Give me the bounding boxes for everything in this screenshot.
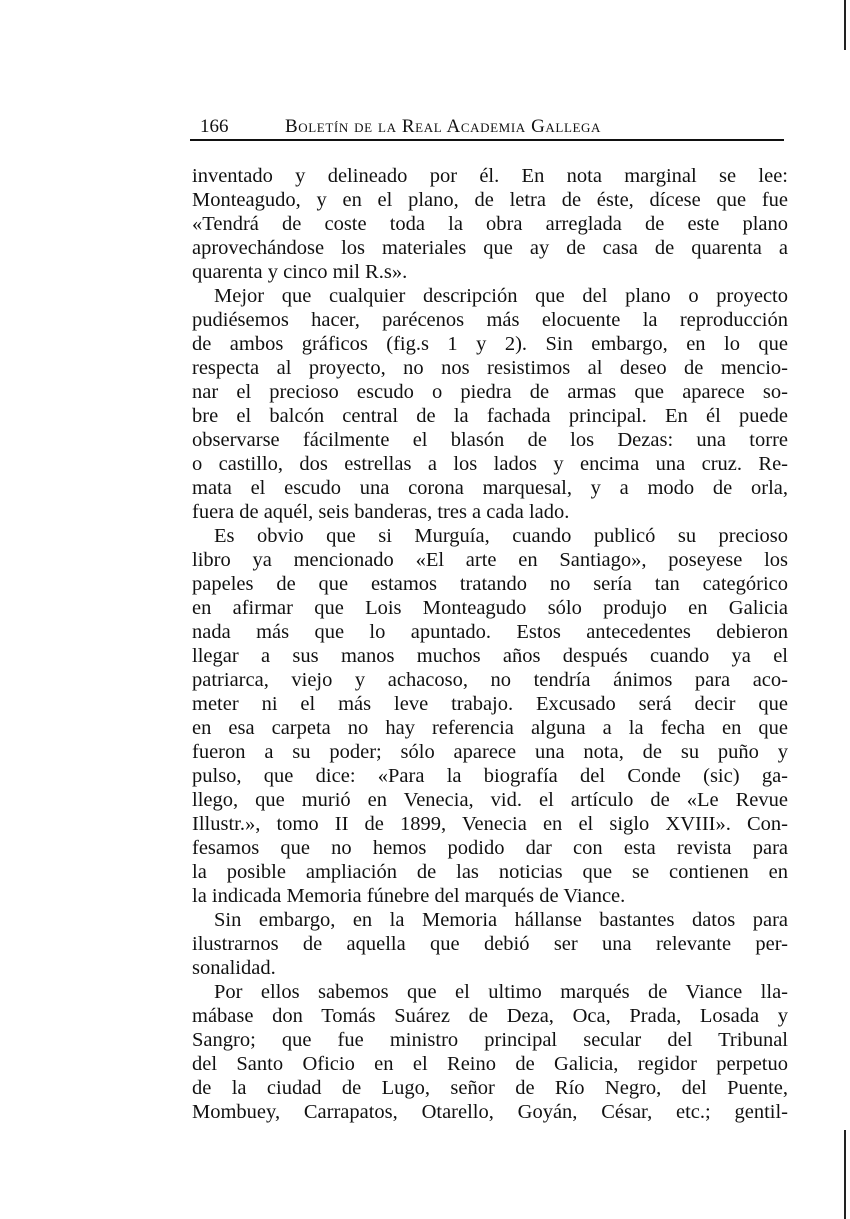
- text-line: patriarca, viejo y achacoso, no tendría ánimos para aco-: [192, 669, 788, 691]
- journal-title: Boletín de la Real Academia Gallega: [285, 116, 601, 137]
- text-line: llego, que murió en Venecia, vid. el artículo de «Le Revue: [192, 789, 788, 811]
- text-line: de la ciudad de Lugo, señor de Río Negro, del Puente,: [192, 1077, 788, 1099]
- text-line: nada más que lo apuntado. Estos antecedentes debieron: [192, 621, 788, 643]
- text-line: fueron a su poder; sólo aparece una nota, de su puño y: [192, 741, 788, 763]
- text-line: en esa carpeta no hay referencia alguna a la fecha en que: [192, 717, 788, 739]
- text-line: bre el balcón central de la fachada principal. En él puede: [192, 405, 788, 427]
- running-header: [198, 116, 788, 138]
- text-line: Es obvio que si Murguía, cuando publicó su precioso: [214, 525, 788, 547]
- text-line: fesamos que no hemos podido dar con esta revista para: [192, 837, 788, 859]
- text-line: pudiésemos hacer, parécenos más elocuente la reproducción: [192, 309, 788, 331]
- text-line: Mombuey, Carrapatos, Otarello, Goyán, César, etc.; gentil-: [192, 1101, 788, 1123]
- header-rule: [190, 139, 784, 141]
- text-line: o castillo, dos estrellas a los lados y encima una cruz. Re-: [192, 453, 788, 475]
- text-line: Monteagudo, y en el plano, de letra de éste, dícese que fue: [192, 189, 788, 211]
- text-line: mata el escudo una corona marquesal, y a modo de orla,: [192, 477, 788, 499]
- page-number: 166: [200, 116, 229, 137]
- scan-edge-bottom: [844, 1130, 846, 1219]
- text-line: pulso, que dice: «Para la biografía del Conde (sic) ga-: [192, 765, 788, 787]
- text-line: del Santo Oficio en el Reino de Galicia, regidor perpetuo: [192, 1053, 788, 1075]
- text-line: Sangro; que fue ministro principal secular del Tribunal: [192, 1029, 788, 1051]
- text-line: llegar a sus manos muchos años después cuando ya el: [192, 645, 788, 667]
- text-line: fuera de aquél, seis banderas, tres a cada lado.: [192, 501, 570, 523]
- text-line: aprovechándose los materiales que ay de casa de quarenta a: [192, 237, 788, 259]
- text-line: Por ellos sabemos que el ultimo marqués de Viance lla-: [214, 981, 788, 1003]
- text-line: mábase don Tomás Suárez de Deza, Oca, Prada, Losada y: [192, 1005, 788, 1027]
- text-line: quarenta y cinco mil R.s».: [192, 261, 408, 283]
- text-line: meter ni el más leve trabajo. Excusado será decir que: [192, 693, 788, 715]
- text-line: de ambos gráficos (fig.s 1 y 2). Sin embargo, en lo que: [192, 333, 788, 355]
- text-line: Illustr.», tomo II de 1899, Venecia en el siglo XVIII». Con-: [192, 813, 788, 835]
- text-line: sonalidad.: [192, 957, 276, 979]
- text-line: la posible ampliación de las noticias que se contienen en: [192, 861, 788, 883]
- text-line: la indicada Memoria fúnebre del marqués de Viance.: [192, 885, 626, 907]
- text-line: ilustrarnos de aquella que debió ser una relevante per-: [192, 933, 788, 955]
- text-line: en afirmar que Lois Monteagudo sólo produjo en Galicia: [192, 597, 788, 619]
- text-line: papeles de que estamos tratando no sería tan categórico: [192, 573, 788, 595]
- text-line: inventado y delineado por él. En nota marginal se lee:: [192, 165, 788, 187]
- text-line: nar el precioso escudo o piedra de armas que aparece so-: [192, 381, 788, 403]
- text-line: libro ya mencionado «El arte en Santiago», poseyese los: [192, 549, 788, 571]
- text-line: observarse fácilmente el blasón de los Dezas: una torre: [192, 429, 788, 451]
- text-line: Mejor que cualquier descripción que del plano o proyecto: [214, 285, 788, 307]
- text-line: Sin embargo, en la Memoria hállanse bastantes datos para: [214, 909, 788, 931]
- scan-edge-top: [844, 0, 846, 50]
- text-line: «Tendrá de coste toda la obra arreglada de este plano: [192, 213, 788, 235]
- text-line: respecta al proyecto, no nos resistimos al deseo de mencio-: [192, 357, 788, 379]
- body-text: [192, 164, 788, 1124]
